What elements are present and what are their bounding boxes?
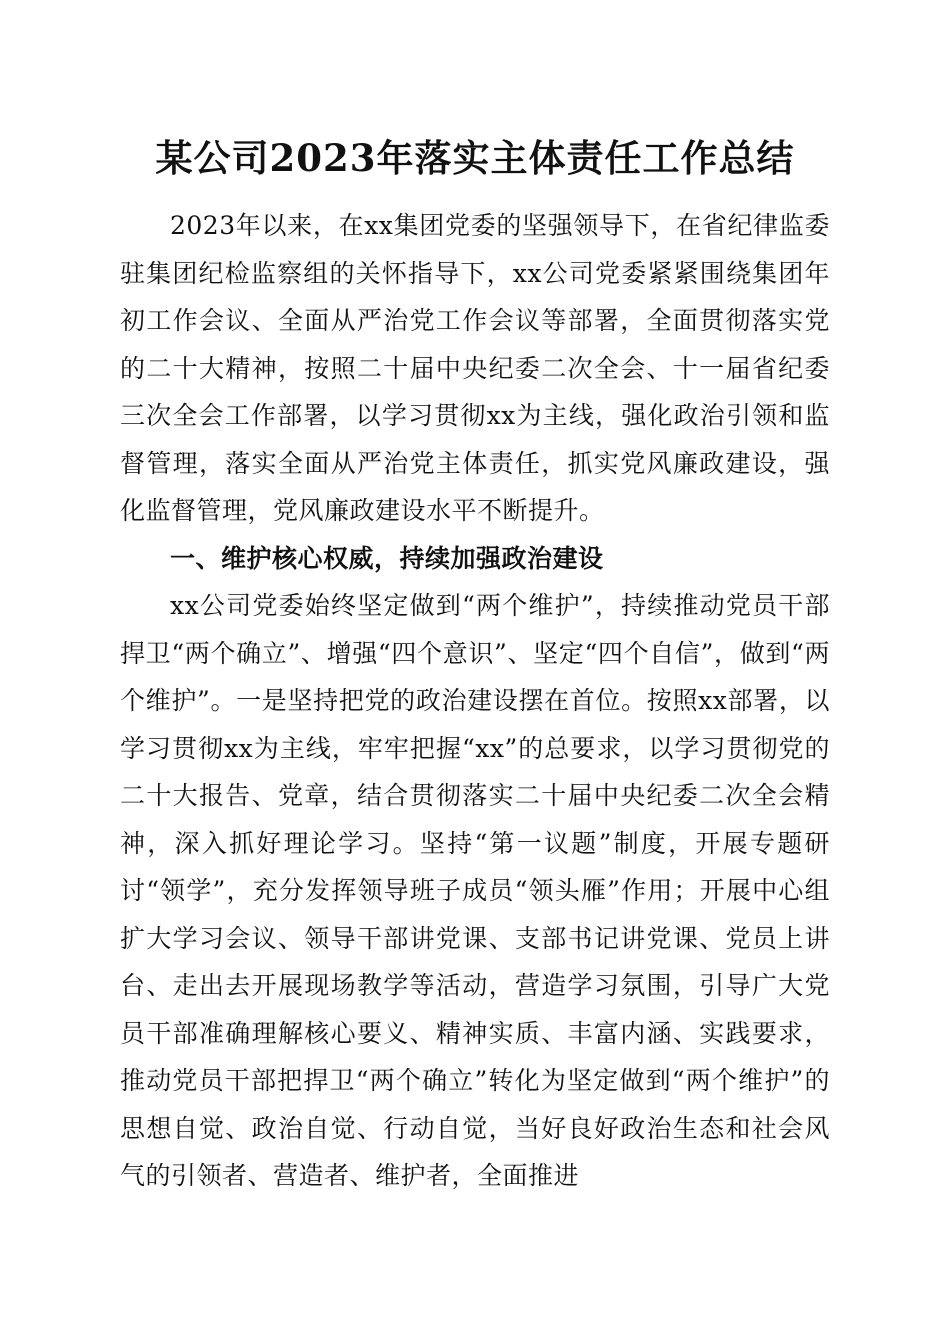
document-body	[120, 202, 830, 1200]
section-heading-1: 一、维护核心权威，持续加强政治建设	[170, 543, 604, 573]
document-title: 某公司2023年落实主体责任工作总结	[155, 136, 795, 180]
section-1-paragraph: xx公司党委始终坚定做到“两个维护”，持续推动党员干部捍卫“两个确立”、增强“四个意识”、坚定“四个自信”，做到“两个维护”。一是坚持把党的政治建设摆在首位。按照xx部署，以学习贯彻xx为主线，牢牢把握“xx”的总要求，以学习贯彻党的二十大报告、党章，结合贯彻落实二十届中央纪委二次全会精神，深入抓好理论学习。坚持“第一议题”制度，开展专题研讨“领学”，充分发挥领导班子成员“领头雁”作用；开展中心组扩大学习会议、领导干部讲党课、支部书记讲党课、党员上讲台、走出去开展现场教学等活动，营造学习氛围，引导广大党员干部准确理解核心要义、精神实质、丰富内涵、实践要求，推动党员干部把捍卫“两个确立”转化为坚定做到“两个维护”的思想自觉、政治自觉、行动自觉，当好良好政治生态和社会风气的引领者、营造者、维护者，全面推进	[120, 591, 830, 1190]
intro-paragraph: 2023年以来，在xx集团党委的坚强领导下，在省纪律监委驻集团纪检监察组的关怀指导下，xx公司党委紧紧围绕集团年初工作会议、全面从严治党工作会议等部署，全面贯彻落实党的二十大精神，按照二十届中央纪委二次全会、十一届省纪委三次全会工作部署，以学习贯彻xx为主线，强化政治引领和监督管理，落实全面从严治党主体责任，抓实党风廉政建设，强化监督管理，党风廉政建设水平不断提升。	[120, 211, 830, 525]
